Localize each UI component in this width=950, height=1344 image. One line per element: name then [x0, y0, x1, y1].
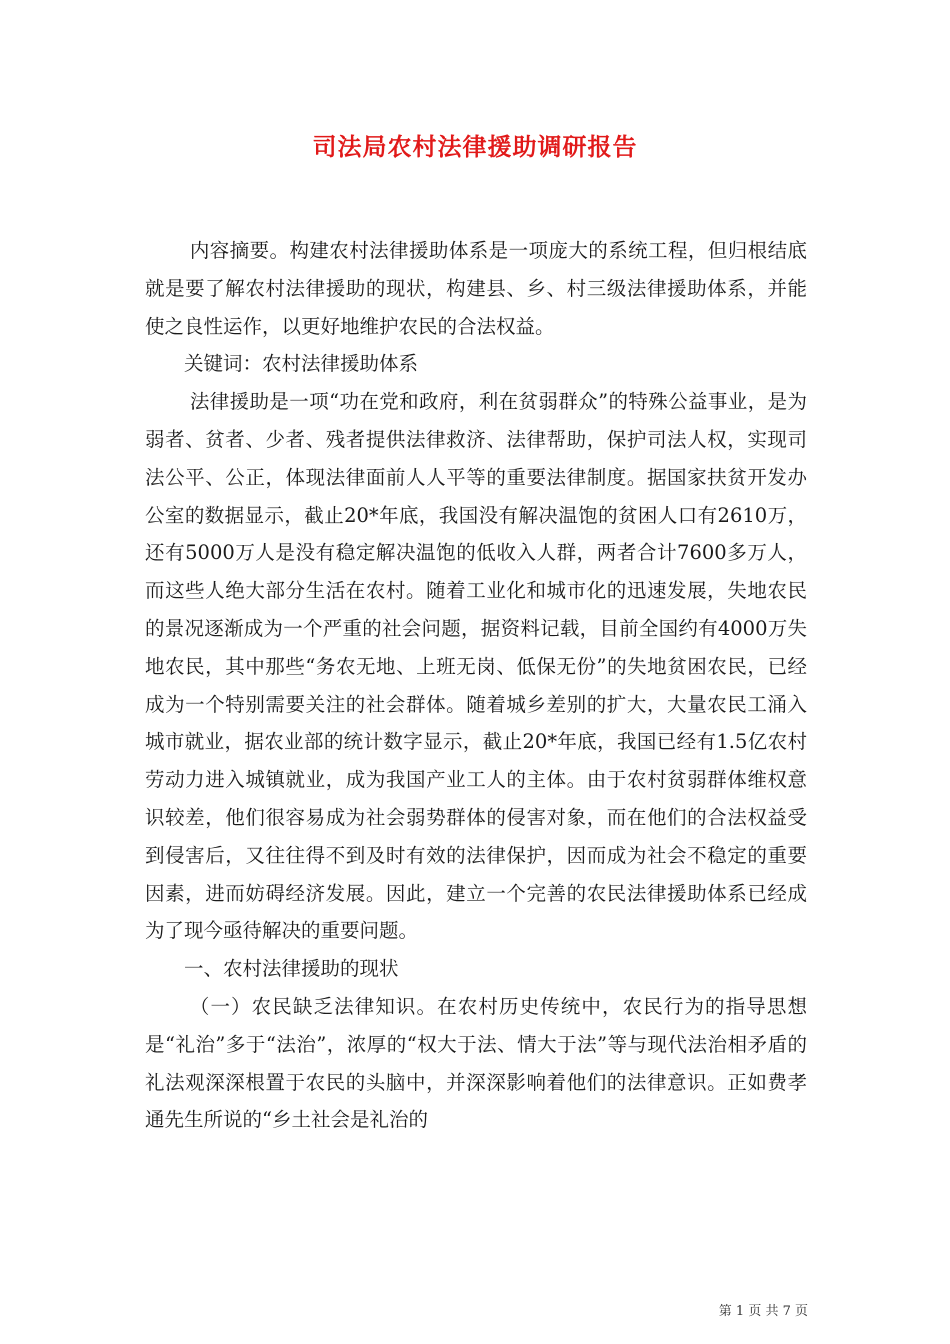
section-heading: 一、农村法律援助的现状 — [184, 957, 399, 981]
keywords-line: 关键词：农村法律援助体系 — [184, 352, 419, 376]
document-title: 司法局农村法律援助调研报告 — [312, 132, 638, 161]
body-paragraph-1: 法律援助是一项“功在党和政府，利在贫弱群众”的特殊公益事业，是为弱者、贫者、少者、残者提供法律救济、法律帮助，保护司法人权，实现司法公平、公正，体现法律面前人人平等的重要法律制度。据国家扶贫开发办公室的数据显示，截止20*年底，我国没有解决温饱的贫困人口有2610万，还有5000万人是没有稳定解决温饱的低收入人群，两者合计7600多万人，而这些人绝大部分生活在农村。随着工业化和城市化的迅速发展，失地农民的景况逐渐成为一个严重的社会问题，据资料记载，目前全国约有4000万失地农民，其中那些“务农无地、上班无岗、低保无份”的失地贫困农民，已经成为一个特别需要关注的社会群体。随着城乡差别的扩大，大量农民工涌入城市就业，据农业部的统计数字显示，截止20*年底，我国已经有1.5亿农村劳动力进入城镇就业，成为我国产业工人的主体。由于农村贫弱群体维权意识较差，他们很容易成为社会弱势群体的侵害对象，而在他们的合法权益受到侵害后，又往往得不到及时有效的法律保护，因而成为社会不稳定的重要因素，进而妨碍经济发展。因此，建立一个完善的农民法律援助体系已经成为了现今亟待解决的重要问题。 — [145, 390, 807, 943]
body-paragraph-2: （一）农民缺乏法律知识。在农村历史传统中，农民行为的指导思想是“礼治”多于“法治”，浓厚的“权大于法、情大于法”等与现代法治相矛盾的礼法观深深根置于农民的头脑中，并深深影响着他们的法律意识。正如费孝通先生所说的“乡土社会是礼治的 — [145, 994, 807, 1132]
document-body — [145, 232, 807, 1139]
page-number-footer: 第 1 页 共 7 页 — [718, 1304, 808, 1319]
abstract-paragraph: 内容摘要。构建农村法律援助体系是一项庞大的系统工程，但归根结底就是要了解农村法律援助的现状，构建县、乡、村三级法律援助体系，并能使之良性运作，以更好地维护农民的合法权益。 — [145, 239, 807, 338]
